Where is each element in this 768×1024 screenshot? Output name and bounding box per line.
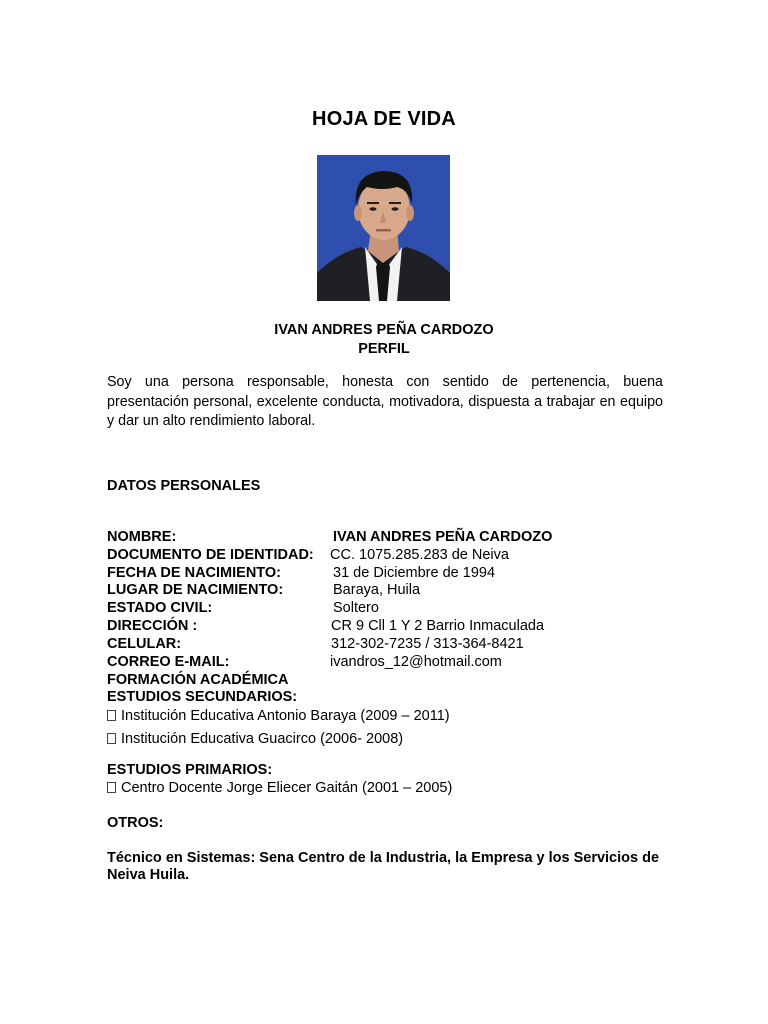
others-heading: OTROS: — [107, 815, 164, 831]
profile-text: Soy una persona responsable, honesta con sentido de pertenencia, buena presentación personal, excelente conducta, motivadora, dispuesta a trabajar en equipo y dar un alto rendimiento laboral. — [107, 374, 663, 430]
bullet-box-icon — [107, 782, 116, 793]
secondary-study-text: Institución Educativa Guacirco (2006- 2008) — [121, 731, 404, 747]
field-label-civil-status: ESTADO CIVIL: — [107, 600, 213, 616]
bullet-box-icon — [107, 710, 116, 721]
field-value-birth-place: Baraya, Huila — [333, 582, 421, 598]
field-label-email: CORREO E-MAIL: — [107, 654, 230, 670]
document-title: HOJA DE VIDA — [312, 108, 456, 130]
secondary-study-item — [107, 708, 450, 724]
field-value-birth-date: 31 de Diciembre de 1994 — [333, 565, 496, 581]
field-label-name: NOMBRE: — [107, 529, 177, 545]
bullet-box-icon — [107, 733, 116, 744]
secondary-study-text: Institución Educativa Antonio Baraya (2009 – 2011) — [121, 708, 450, 724]
others-text: Técnico en Sistemas: Sena Centro de la Industria, la Empresa y los Servicios de Neiva Huila. — [107, 850, 660, 883]
field-label-cellphone: CELULAR: — [107, 636, 182, 652]
field-value-name: IVAN ANDRES PEÑA CARDOZO — [333, 529, 553, 545]
primary-study-item — [107, 780, 452, 796]
primary-studies-heading: ESTUDIOS PRIMARIOS: — [107, 762, 273, 778]
education-heading: FORMACIÓN ACADÉMICA — [107, 672, 289, 688]
field-label-address: DIRECCIÓN : — [107, 618, 198, 634]
secondary-study-item — [107, 731, 403, 747]
secondary-studies-heading: ESTUDIOS SECUNDARIOS: — [107, 689, 298, 705]
field-value-document: CC. 1075.285.283 de Neiva — [330, 547, 509, 563]
field-value-address: CR 9 Cll 1 Y 2 Barrio Inmaculada — [331, 618, 545, 634]
portrait-image — [317, 155, 450, 301]
field-value-email: ivandros_12@hotmail.com — [330, 654, 502, 670]
primary-study-text: Centro Docente Jorge Eliecer Gaitán (2001 – 2005) — [121, 780, 453, 796]
personal-data-heading: DATOS PERSONALES — [107, 478, 261, 494]
profile-photo — [317, 155, 450, 301]
field-label-birth-place: LUGAR DE NACIMIENTO: — [107, 582, 284, 598]
field-value-civil-status: Soltero — [333, 600, 379, 616]
field-label-document: DOCUMENTO DE IDENTIDAD: — [107, 547, 314, 563]
profile-heading: PERFIL — [358, 341, 410, 357]
field-label-birth-date: FECHA DE NACIMIENTO: — [107, 565, 281, 581]
field-value-cellphone: 312-302-7235 / 313-364-8421 — [331, 636, 524, 652]
candidate-name-heading: IVAN ANDRES PEÑA CARDOZO — [274, 322, 494, 338]
